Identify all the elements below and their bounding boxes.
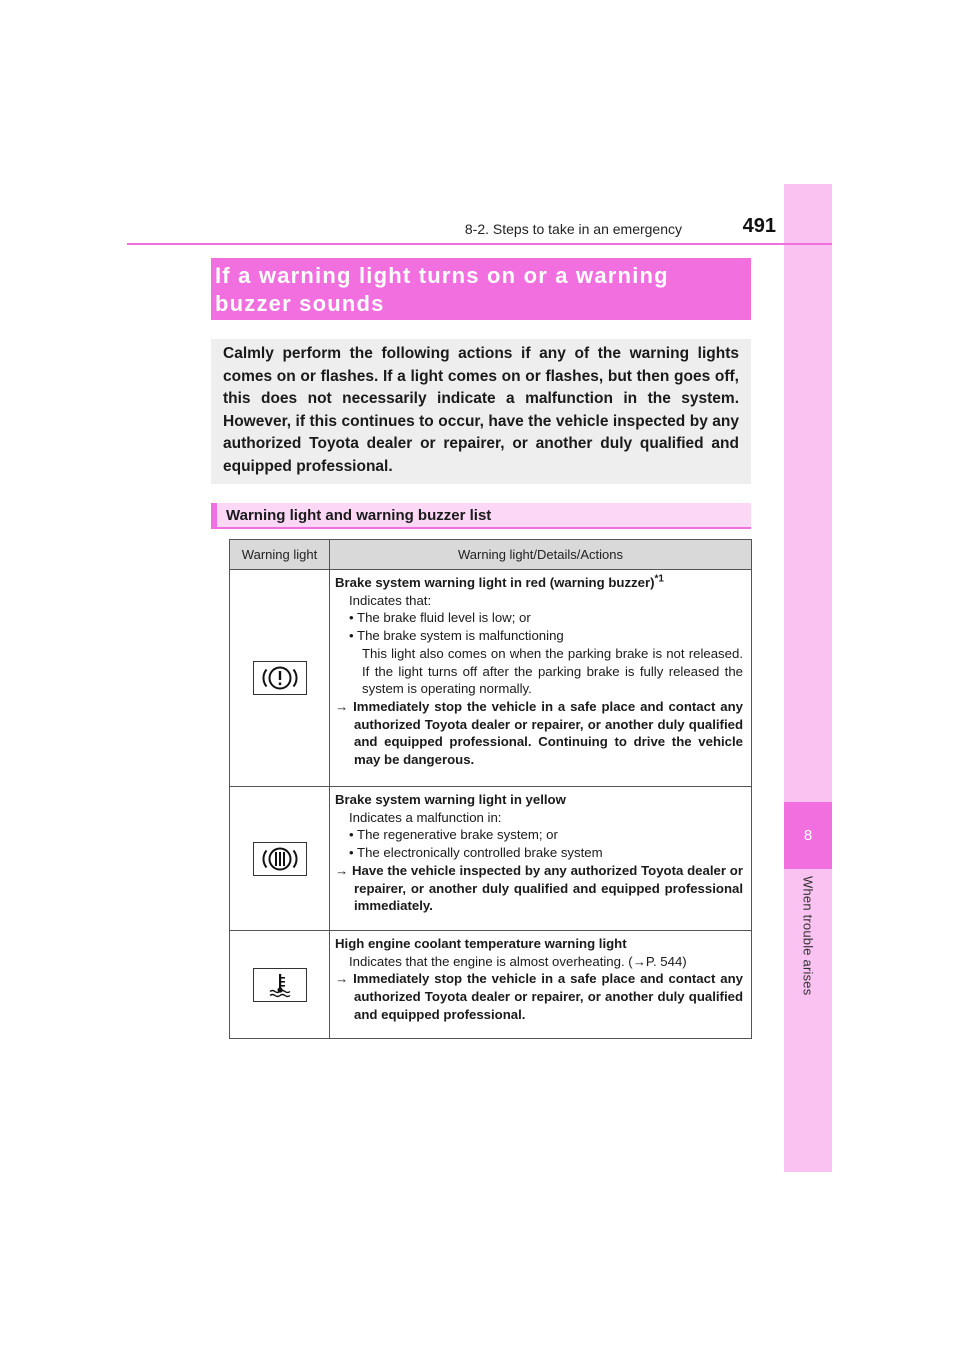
title-banner xyxy=(211,258,751,320)
subheading-accent xyxy=(211,503,217,527)
detail-cell xyxy=(330,931,752,1039)
table-row xyxy=(230,570,752,787)
chapter-title-tab xyxy=(784,876,832,1016)
chapter-number: 8 xyxy=(803,827,813,844)
warning-title: Brake system warning light in yellow xyxy=(335,792,566,807)
intro-text: Calmly perform the following actions if any of the warning lights comes on or flashes. If a light comes on or flashes, but then goes off, this does not necessarily indicate a malfunction in the system. However, if this continues to occur, have the vehicle inspected by any authorized Toyota dealer or repairer, or another duly qualified and equipped professional. xyxy=(223,345,739,475)
warning-title: High engine coolant temperature warning light xyxy=(335,936,627,951)
table-row xyxy=(230,787,752,931)
subheading-underline xyxy=(211,527,751,529)
chapter-title: When trouble arises xyxy=(800,876,816,996)
footnote-marker: *1 xyxy=(654,573,664,585)
warning-light-table xyxy=(229,539,752,1039)
note-text: This light also comes on when the parking brake is not released. If the light turns off after the parking brake is fully released the system is operating normally. xyxy=(362,645,743,697)
indicates-text: Indicates that the engine is almost overheating. (→P. 544) xyxy=(349,953,687,969)
detail-cell xyxy=(330,570,752,787)
icon-cell xyxy=(230,931,330,1039)
brake-warning-yellow-icon xyxy=(253,842,307,876)
intro-box xyxy=(211,339,751,484)
column-header-warning-light: Warning light xyxy=(230,540,330,570)
bullet-item: • The brake system is malfunctioning xyxy=(349,628,564,644)
table-header-row xyxy=(230,540,752,570)
section-label: 8-2. Steps to take in an emergency xyxy=(464,221,682,237)
brake-warning-red-icon xyxy=(253,661,307,695)
icon-cell xyxy=(230,570,330,787)
subheading: Warning light and warning buzzer list xyxy=(226,507,492,524)
coolant-temperature-icon xyxy=(253,968,307,1002)
table-row xyxy=(230,931,752,1039)
action-text: → Immediately stop the vehicle in a safe place and contact any authorized Toyota dealer or repairer, or another duly qualified and equipped professional. xyxy=(335,971,743,1022)
action-text: → Immediately stop the vehicle in a safe place and contact any authorized Toyota dealer or repairer, or another duly qualified and equipped professional. Continuing to drive the vehicle may be dangerous. xyxy=(335,698,743,768)
indicates-text: Indicates that: xyxy=(349,592,432,608)
subheading-bar xyxy=(211,503,751,527)
bullet-item: • The electronically controlled brake system xyxy=(349,845,603,861)
page-number: 491 xyxy=(742,215,776,237)
detail-cell xyxy=(330,787,752,931)
side-tab xyxy=(784,184,832,1172)
column-header-details: Warning light/Details/Actions xyxy=(330,540,752,570)
warning-title: Brake system warning light in red (warning buzzer)$^{*1}$ xyxy=(335,573,664,590)
bullet-item: • The regenerative brake system; or xyxy=(349,827,558,843)
header-divider xyxy=(127,243,832,245)
page-title: If a warning light turns on or a warning buzzer sounds xyxy=(215,263,669,316)
indicates-text: Indicates a malfunction in: xyxy=(349,809,502,825)
icon-cell xyxy=(230,787,330,931)
bullet-item: • The brake fluid level is low; or xyxy=(349,610,531,626)
chapter-number-tab[interactable] xyxy=(784,802,832,869)
action-text: → Have the vehicle inspected by any authorized Toyota dealer or repairer, or another duly qualified and equipped professional immediately. xyxy=(335,862,743,914)
